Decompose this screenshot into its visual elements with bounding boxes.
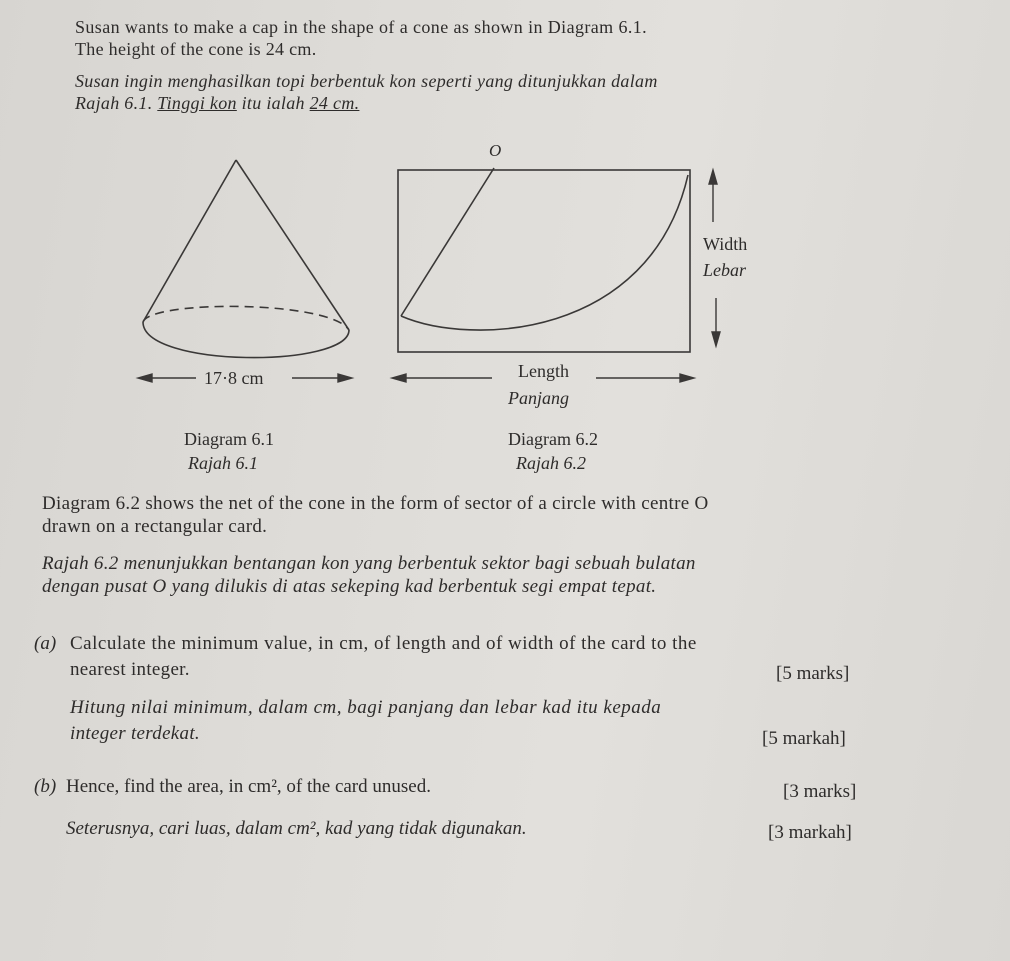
cone-base-front xyxy=(143,322,349,358)
intro-ms-prefix: Rajah 6.1. xyxy=(75,93,158,113)
description-ms-line1: Rajah 6.2 menunjukkan bentangan kon yang berbentuk sektor bagi sebuah bulatan xyxy=(42,553,696,574)
description-en-line2: drawn on a rectangular card. xyxy=(42,516,268,537)
diagram-6-2-caption: Diagram 6.2 xyxy=(508,429,598,449)
length-label: Length xyxy=(518,361,569,381)
diagram-6-2-caption-ms: Rajah 6.2 xyxy=(516,453,586,473)
part-a-en-line2: nearest integer. xyxy=(70,659,190,680)
arrowhead-left-diameter xyxy=(138,374,152,382)
width-label: Width xyxy=(703,234,748,254)
intro-ms-line1: Susan ingin menghasilkan topi berbentuk kon seperti yang ditunjukkan dalam xyxy=(75,71,658,91)
diagram-6-1-caption: Diagram 6.1 xyxy=(184,429,274,449)
part-a-marks-text: [5 marks] xyxy=(776,663,850,684)
part-a-en-line1: Calculate the minimum value, in cm, of length and of width of the card to the xyxy=(70,633,697,654)
diagram-6-1-caption-ms: Rajah 6.1 xyxy=(188,453,258,473)
part-b-ms-text: Seterusnya, cari luas, dalam cm², kad yang tidak digunakan. xyxy=(66,818,527,839)
part-a-label: (a) xyxy=(34,633,57,654)
arrowhead-right-length xyxy=(680,374,694,382)
intro-en-line1: Susan wants to make a cap in the shape of a cone as shown in Diagram 6.1. xyxy=(75,17,648,37)
part-b-markah: [3 markah] xyxy=(768,822,852,843)
width-label-ms: Lebar xyxy=(703,260,747,280)
intro-en-line2: The height of the cone is 24 cm. xyxy=(75,39,317,59)
arrowhead-left-length xyxy=(392,374,406,382)
part-b-label: (b) xyxy=(34,776,57,797)
part-a-ms-line2: integer terdekat. xyxy=(70,723,200,744)
description-en-line1: Diagram 6.2 shows the net of the cone in the form of sector of a circle with centre O xyxy=(42,493,709,514)
cone-base-back xyxy=(143,306,349,330)
intro-ms-underline-24cm: 24 cm. xyxy=(309,93,360,113)
description-ms-line2: dengan pusat O yang dilukis di atas sekeping kad berbentuk segi empat tepat. xyxy=(42,576,657,597)
intro-ms-underline-cone-height: Tinggi kon xyxy=(157,93,237,113)
intro-ms-mid: itu ialah xyxy=(236,93,310,113)
sector-arc xyxy=(401,175,688,330)
arrowhead-down-width xyxy=(712,332,720,346)
arrowhead-up-width xyxy=(709,170,717,184)
diameter-label: 17·8 cm xyxy=(204,368,264,388)
sector-radius-line xyxy=(401,168,494,316)
cone-left-edge xyxy=(143,160,236,322)
part-a-marks xyxy=(776,663,849,685)
centre-o-label: O xyxy=(489,141,502,160)
length-label-ms: Panjang xyxy=(508,388,569,408)
part-b-marks: [3 marks] xyxy=(783,781,857,802)
part-a-markah: [5 markah] xyxy=(762,728,846,749)
part-a-ms-line1: Hitung nilai minimum, dalam cm, bagi panjang dan lebar kad itu kepada xyxy=(70,697,662,718)
arrowhead-right-diameter xyxy=(338,374,352,382)
part-b-en-text: Hence, find the area, in cm², of the card unused. xyxy=(66,776,431,797)
cone-right-edge xyxy=(236,160,349,330)
